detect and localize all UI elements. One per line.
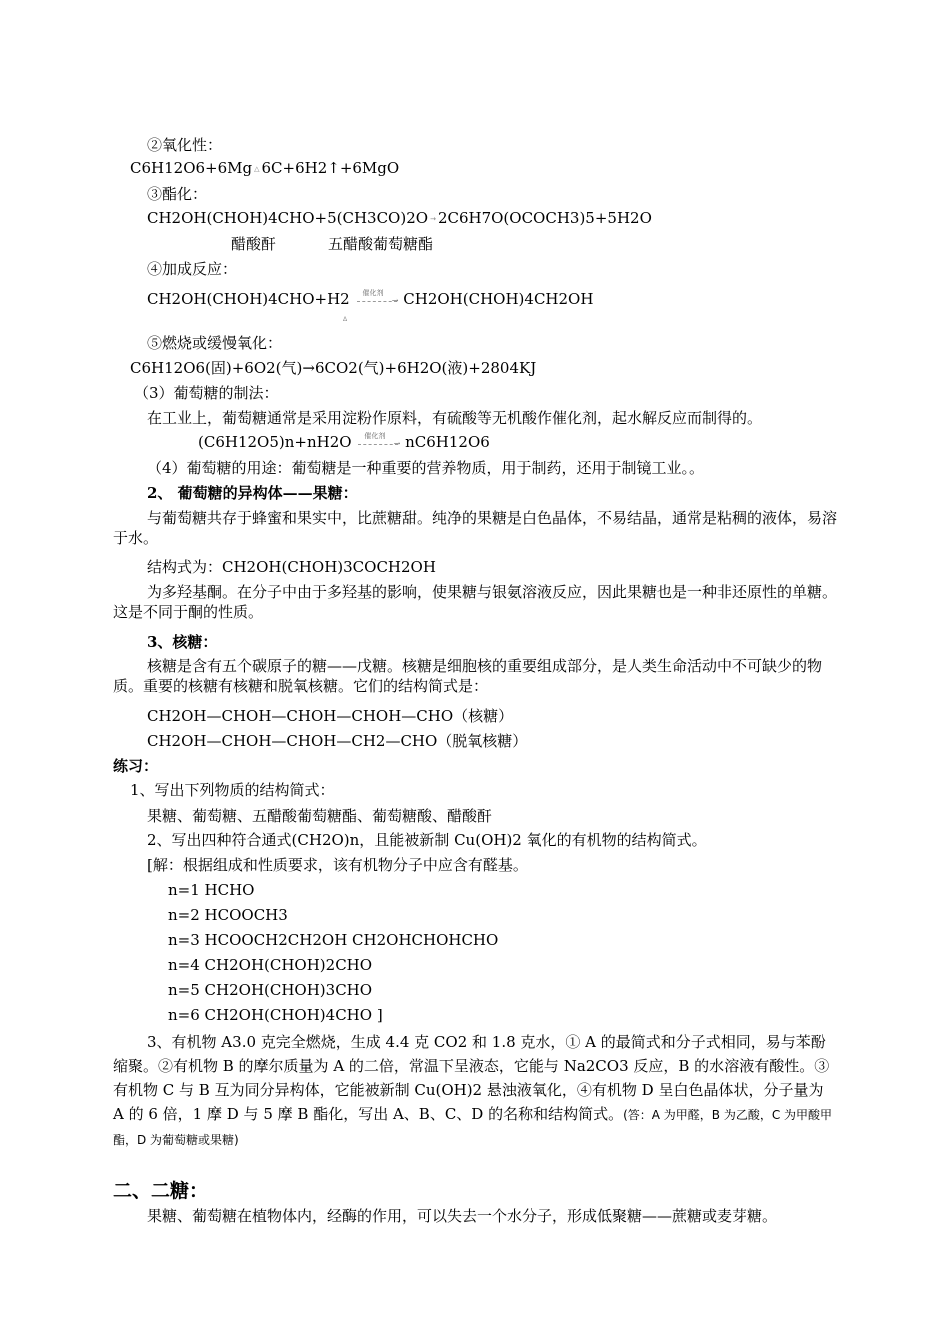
esterification-products: 2C6H7O(OCOCH3)5+5H2O — [437, 209, 652, 227]
answer-n2: n=2 HCOOCH3 — [168, 906, 288, 924]
answer-n6: n=6 CH2OH(CHOH)4CHO ] — [168, 1006, 383, 1024]
reaction-arrow-icon: 催化剂 → — [356, 436, 400, 450]
exercise-3 — [113, 1030, 838, 1152]
exercises-heading: 练习： — [113, 757, 159, 775]
answer-n3: n=3 HCOOCH2CH2OH CH2OHCHOHCHO — [168, 931, 499, 949]
hydrolysis-equation — [198, 432, 490, 452]
answer-n1: n=1 HCHO — [168, 881, 255, 899]
answer-n4: n=4 CH2OH(CHOH)2CHO — [168, 956, 373, 974]
fructose-heading: 2、 葡萄糖的异构体——果糖： — [147, 484, 358, 502]
exercise-3-text: 3、有机物 A3.0 克完全燃烧，生成 4.4 克 CO2 和 1.8 克水，① A 的最简式和分子式相同，易与苯酚缩聚。②有机物 B 的摩尔质量为 A 的二倍，常温下呈液态，它能与 Na2CO3 反应，B 的水溶液有酸性。③有机物 C 与 B 互为同分异构体，它能被新制 Cu(OH)2 悬浊液氧化，④有机物 D 呈白色晶体状，分子量为 A 的 6 倍，1 摩 D 与 5 摩 B 酯化，写出 A、B、C、D 的名称和结构简式。 — [113, 1033, 830, 1123]
deoxyribose-formula: CH2OH—CHOH—CHOH—CH2—CHO（脱氧核糖） — [147, 732, 528, 750]
oxidation-reactants: C6H12O6+6Mg — [130, 159, 253, 177]
exercise-2: 2、写出四种符合通式(CH2O)n，且能被新制 Cu(OH)2 氧化的有机物的结构简式。 — [147, 831, 707, 849]
hydrolysis-reactants: (C6H12O5)n+nH2O — [198, 433, 352, 451]
ribose-paragraph: 核糖是含有五个碳原子的糖——戊糖。核糖是细胞核的重要组成部分，是人类生命活动中不可缺少的物质。重要的核糖有核糖和脱氧核糖。它们的结构简式是： — [113, 657, 823, 695]
disaccharides-paragraph: 果糖、葡萄糖在植物体内，经酶的作用，可以失去一个水分子，形成低聚糖——蔗糖或麦芽糖。 — [147, 1207, 778, 1225]
addition-heading: ④加成反应： — [147, 260, 238, 278]
ribose-formula: CH2OH—CHOH—CHOH—CHOH—CHO（核糖） — [147, 707, 514, 725]
addition-equation — [147, 289, 593, 309]
label-acetic-anhydride: 醋酸酐 — [231, 235, 277, 253]
esterification-reactants: CH2OH(CHOH)4CHO+5(CH3CO)2O — [147, 209, 429, 227]
fructose-structure: 结构式为：CH2OH(CHOH)3COCH2OH — [147, 558, 436, 576]
esterification-equation — [147, 208, 652, 229]
preparation-heading: （3）葡萄糖的制法： — [134, 384, 279, 402]
answer-n5: n=5 CH2OH(CHOH)3CHO — [168, 981, 373, 999]
ribose-heading: 3、核糖： — [147, 633, 218, 651]
catalyst-label: 催化剂 — [362, 289, 384, 297]
section-disaccharides-heading: 二、二糖： — [113, 1180, 209, 1202]
fructose-paragraph: 与葡萄糖共存于蜂蜜和果实中，比蔗糖甜。纯净的果糖是白色晶体，不易结晶，通常是粘稠的液体，易溶于水。 — [113, 509, 838, 547]
combustion-equation: C6H12O6(固)+6O2(气)→6CO2(气)+6H2O(液)+2804KJ — [130, 359, 537, 377]
reaction-arrow-icon: 催化剂 → — [355, 293, 399, 307]
arrow-icon: → — [430, 215, 436, 223]
oxidation-equation — [130, 158, 399, 179]
uses-paragraph: （4）葡萄糖的用途：葡萄糖是一种重要的营养物质，用于制药，还用于制镜工业。。 — [147, 459, 705, 477]
esterification-heading: ③酯化： — [147, 185, 208, 203]
catalyst-label: 催化剂 — [364, 432, 386, 440]
preparation-paragraph: 在工业上，葡萄糖通常是采用淀粉作原料，有硫酸等无机酸作催化剂，起水解反应而制得的。 — [147, 409, 763, 427]
exercise-2-solution: [解：根据组成和性质要求，该有机物分子中应含有醛基。 — [147, 856, 528, 874]
addition-products: CH2OH(CHOH)4CH2OH — [403, 290, 594, 308]
fructose-paragraph-2: 为多羟基酮。在分子中由于多羟基的影响，使果糖与银氨溶液反应，因此果糖也是一种非还原性的单糖。这是不同于酮的性质。 — [113, 583, 838, 621]
addition-reactants: CH2OH(CHOH)4CHO+H2 — [147, 290, 350, 308]
arrow-icon: △ — [254, 165, 260, 173]
heat-label: Δ — [343, 316, 348, 323]
exercise-1: 1、写出下列物质的结构简式： — [130, 781, 335, 799]
hydrolysis-products: nC6H12O6 — [405, 433, 490, 451]
exercise-3-answer: (答：A 为甲醛，B 为乙酸，C 为甲酸甲酯，D 为葡萄糖或果糖) — [113, 1108, 833, 1147]
oxidation-products: 6C+6H2↑+6MgO — [261, 159, 400, 177]
oxidation-heading: ②氧化性： — [147, 136, 223, 154]
exercise-1-list: 果糖、葡萄糖、五醋酸葡萄糖酯、葡萄糖酸、醋酸酐 — [147, 807, 493, 825]
combustion-heading: ⑤燃烧或缓慢氧化： — [147, 334, 283, 352]
label-glucose-pentaacetate: 五醋酸葡萄糖酯 — [328, 235, 434, 253]
